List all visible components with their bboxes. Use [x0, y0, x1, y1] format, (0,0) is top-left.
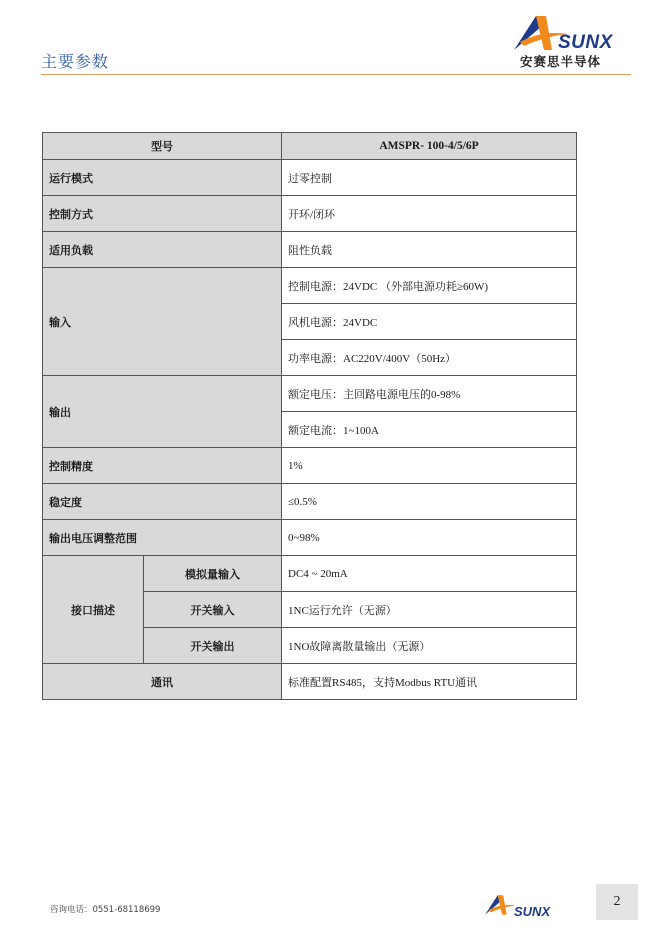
output-rated-current: 额定电流：1~100A — [282, 412, 577, 448]
table-row — [43, 196, 577, 232]
header-model-value: AMSPR- 100-4/5/6P — [282, 133, 577, 160]
table-row — [43, 520, 577, 556]
output-label: 输出 — [43, 376, 282, 448]
interface-switch-in-value: 1NC运行允许（无源） — [282, 592, 577, 628]
comm-label: 通讯 — [43, 664, 282, 700]
table-row — [43, 232, 577, 268]
precision-value: 1% — [282, 448, 577, 484]
stability-value: ≤0.5% — [282, 484, 577, 520]
input-main-power: 功率电源：AC220V/400V（50Hz） — [282, 340, 577, 376]
input-fan-power: 风机电源：24VDC — [282, 304, 577, 340]
load-value: 阻性负载 — [282, 232, 577, 268]
table-row — [43, 484, 577, 520]
interface-analog-value: DC4 ~ 20mA — [282, 556, 577, 592]
input-label: 输入 — [43, 268, 282, 376]
page-number: 2 — [596, 884, 638, 920]
load-label: 适用负载 — [43, 232, 282, 268]
output-rated-voltage: 额定电压：主回路电源电压的0-98% — [282, 376, 577, 412]
table-row — [43, 268, 577, 304]
logo-wordmark: SUNX — [558, 32, 613, 53]
footer-logo-wordmark: SUNX — [514, 904, 551, 919]
section-title: 主要参数 — [41, 52, 110, 71]
footer-logo — [484, 891, 574, 921]
precision-label: 控制精度 — [43, 448, 282, 484]
table-row — [43, 556, 577, 592]
voltage-range-value: 0~98% — [282, 520, 577, 556]
control-method-label: 控制方式 — [43, 196, 282, 232]
comm-value: 标准配置RS485，支持Modbus RTU通讯 — [282, 664, 577, 700]
interface-label: 接口描述 — [43, 556, 144, 664]
header-model-label: 型号 — [43, 133, 282, 160]
interface-switch-out-label: 开关输出 — [144, 628, 282, 664]
table-row — [43, 664, 577, 700]
stability-label: 稳定度 — [43, 484, 282, 520]
table-row — [43, 448, 577, 484]
interface-analog-label: 模拟量输入 — [144, 556, 282, 592]
brand-logo — [512, 12, 634, 70]
asunx-logo-small-icon — [484, 891, 518, 919]
table-row — [43, 160, 577, 196]
footer-phone: 咨询电话：0551-68118699 — [50, 905, 161, 915]
run-mode-label: 运行模式 — [43, 160, 282, 196]
table-header-row — [43, 133, 577, 160]
voltage-range-label: 输出电压调整范围 — [43, 520, 282, 556]
run-mode-value: 过零控制 — [282, 160, 577, 196]
table-row — [43, 376, 577, 412]
control-method-value: 开环/闭环 — [282, 196, 577, 232]
spec-table — [42, 132, 577, 700]
interface-switch-out-value: 1NO故障离散量输出（无源） — [282, 628, 577, 664]
input-control-power: 控制电源：24VDC （外部电源功耗≥60W) — [282, 268, 577, 304]
title-divider — [41, 74, 631, 75]
logo-company-name: 安赛思半导体 — [520, 54, 602, 69]
interface-switch-in-label: 开关输入 — [144, 592, 282, 628]
